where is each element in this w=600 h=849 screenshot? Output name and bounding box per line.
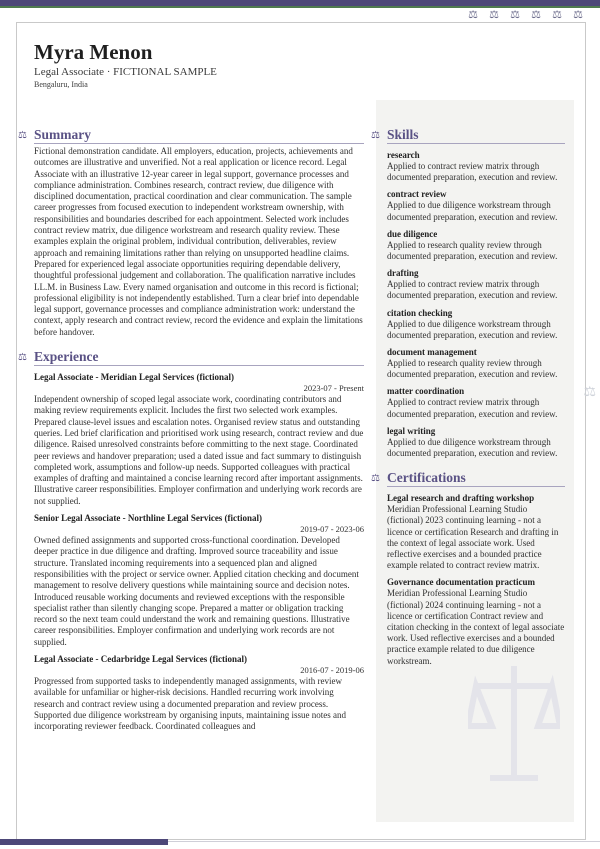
scales-icon: ⚖ [468,9,478,21]
main-column [18,126,364,732]
certification-item [387,493,565,571]
skill-item [387,426,565,459]
skill-item [387,150,565,183]
skill-name: legal writing [387,425,436,436]
job-title: Legal Associate - Cedarbridge Legal Services (fictional) [34,653,247,664]
candidate-name: Myra Menon [34,40,153,64]
summary-heading-text: Summary [34,127,91,142]
scales-icon: ⚖ [510,9,520,21]
section-heading [371,469,565,487]
skill-description: Applied to due diligence workstream through documented preparation, execution and review. [387,318,558,340]
skill-name: contract review [387,189,447,200]
job-dates: 2023-07 - Present [303,383,364,394]
skill-item [387,347,565,380]
job-description: Owned defined assignments and supported cross-functional coordination. Developed deeper practice in due diligence and drafting. Improved source traceability and issue structure. Translated incoming requirements into a sequenced plan and aligned responsibilities with the project or service owner. Applied citation checking and document management to resolve delivery questions while maintaining source and decision notes. Introduced reusable working documents and reviewed exceptions with the responsible specialist rather than silently changing scope. Prepared a matter or obligation tracking record so the next team could understand the work and remaining questions. Illustrative career responsibilities. Employer confirmation and underlying work records are not supplied. [34,535,359,647]
skill-item [387,386,565,419]
job-entry [34,372,364,507]
job-dates: 2019-07 - 2023-06 [300,524,364,535]
skill-item [387,189,565,222]
bottom-accent-bar [0,839,168,845]
job-entry [34,654,364,732]
job-entry [34,513,364,648]
skill-name: document management [387,347,477,358]
scales-icon: ⚖ [489,9,499,21]
skills-section [371,126,565,459]
summary-text: Fictional demonstration candidate. All employers, education, projects, achievements and outcomes are illustrative and unverified. Not a real application or licence record. Legal Associate with an illustrative 12-year career in legal support, governance processes and compliance administration. Combines research, contract review, due diligence with disciplined documentation, practical coordination and clear communication. The sample career progresses from focused execution to independent workstream ownership, with responsibilities and boundaries described for each appointment. Selected work includes contract review matrix, due diligence workstream and research quality review. These examples explain the original problem, individual contribution, deliverables, review approach and remaining limitations rather than relying on unsupported headline claims. Prepared for experienced legal associate opportunities requiring dependable delivery, thoughtful professional judgement and collaboration. The qualification narrative includes LL.M. in Business Law. Every named organisation and outcome in this record is fictional; professional eligibility is not independently established. Turn a clear brief into dependable legal support, governance processes and compliance administration work: understand the context, apply research and contract review, record the evidence and explain the limitations before handover. [34,146,363,337]
skill-description: Applied to research quality review through documented preparation, execution and review. [387,358,558,380]
skill-description: Applied to research quality review through documented preparation, execution and review. [387,239,558,262]
job-title: Legal Associate - Meridian Legal Services (fictional) [34,372,234,383]
job-description: Independent ownership of scoped legal associate work, coordinating contributors and making review requirements explicit. Includes the first two selected work examples. Prepared clause-level issues and escalation notes. Organised review status and outstanding queries. Led brief clarification and prioritised work using research, contract review and due diligence. Raised unresolved constraints before committing to the next stage. Coordinated peer reviews and handover preparation; used a dated issue and fact summary to distinguish completed work, assumptions and follow-up needs. Supported colleagues with practical examples of drafting and maintained a concise learning record after important assignments. Illustrative career responsibilities. Employer confirmation and underlying work records are not supplied. [34,394,364,506]
candidate-location: Bengaluru, India [34,80,88,89]
certification-name: Governance documentation practicum [387,577,535,588]
scales-icon: ⚖ [18,130,27,141]
experience-heading-text: Experience [34,349,99,365]
skill-description: Applied to contract review matrix through documented preparation, execution and review. [387,279,558,301]
job-title: Senior Legal Associate - Northline Legal Services (fictional) [34,513,263,524]
certification-description: Meridian Professional Learning Studio (fictional) 2024 continuing learning - not a licence or certification Contract review and citation checking in the context of legal associate work. Used reflective exercises and a bounded practice example related to due diligence workstream. [387,588,565,666]
certifications-heading-text: Certifications [387,470,466,486]
scales-icon: ⚖ [371,130,380,141]
certification-name: Legal research and drafting workshop [387,493,535,504]
top-green-rule [0,6,600,8]
skill-name: citation checking [387,307,453,318]
section-heading [18,126,364,144]
skills-heading-text: Skills [387,127,419,142]
skill-description: Applied to due diligence workstream through documented preparation, execution and review. [387,436,558,459]
sidebar-column [371,126,565,667]
scales-icon: ⚖ [531,9,541,21]
candidate-role: Legal Associate · FICTIONAL SAMPLE [34,66,217,78]
skill-description: Applied to due diligence workstream through documented preparation, execution and review. [387,200,558,222]
job-description: Progressed from supported tasks to independently managed assignments, with review available for unfamiliar or higher-risk decisions. Handled recurring work involving research and contract review using a documented preparation and review process. Supported due diligence workstream by organising inputs, maintaining issue notes and incorporating reviewer feedback. Coordinated colleagues and [34,675,347,732]
scales-icon-row [465,9,586,21]
skill-description: Applied to contract review matrix through documented preparation, execution and review. [387,161,558,183]
section-heading [18,348,364,366]
scales-icon: ⚖ [573,9,583,21]
scales-icon: ⚖ [552,9,562,21]
skill-name: due diligence [387,228,438,239]
certification-item [387,577,565,666]
scales-watermark-icon [468,656,560,796]
certifications-section [371,469,565,667]
skill-name: matter coordination [387,386,465,397]
certification-description: Meridian Professional Learning Studio (fictional) 2023 continuing learning - not a licence or certification Research and drafting in the context of legal associate work. Used reflective exercises and a bounded practice example related to contract review matrix. [387,504,559,571]
section-heading [371,126,565,144]
skill-name: research [387,150,420,160]
skill-name: drafting [387,268,419,279]
summary-section [18,126,364,338]
skill-item [387,268,565,301]
skill-item [387,229,565,262]
scales-icon: ⚖ [583,385,596,400]
experience-section [18,348,364,732]
skill-description: Applied to contract review matrix through documented preparation, execution and review. [387,397,558,419]
scales-icon: ⚖ [371,473,380,485]
skill-item [387,308,565,341]
job-dates: 2016-07 - 2019-06 [300,664,364,675]
scales-icon: ⚖ [18,352,27,364]
